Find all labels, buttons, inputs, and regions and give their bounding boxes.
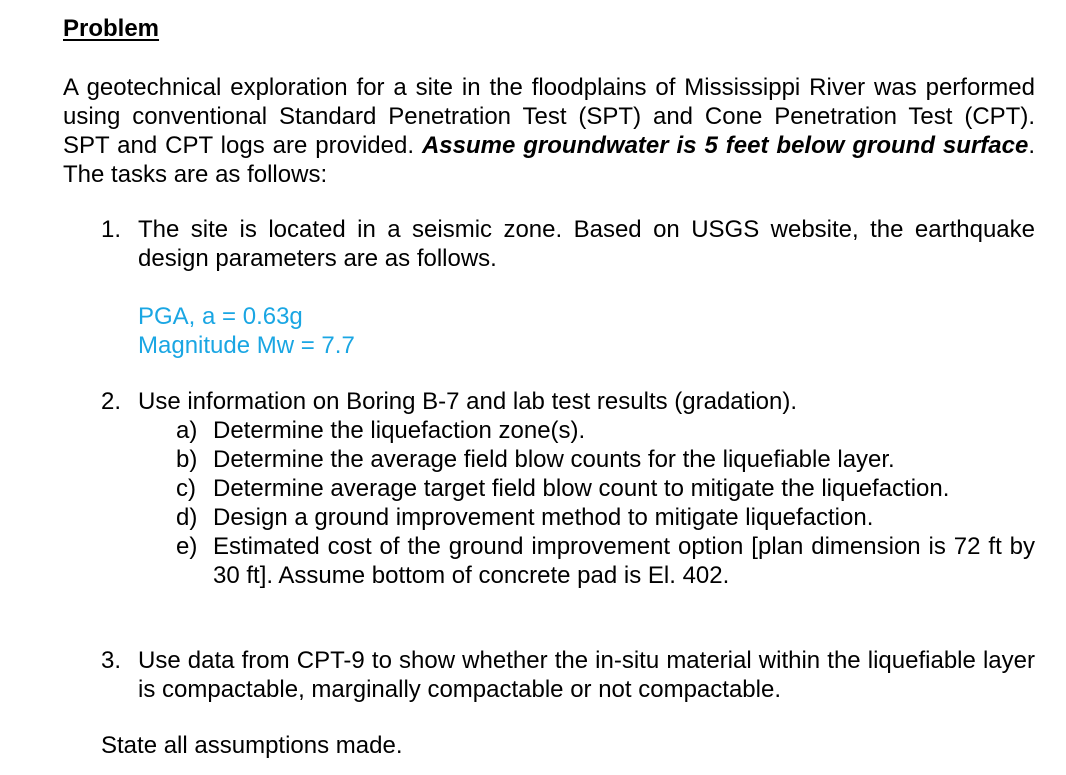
- pga-parameter: PGA, a = 0.63g: [138, 303, 303, 330]
- subtask-letter: d): [176, 504, 198, 531]
- subtask-text: Determine the average field blow counts for the liquefiable layer.: [213, 446, 895, 473]
- subtask-text: Estimated cost of the ground improvement option [plan dimension is 72 ft by 30 ft]. Assume bottom of concrete pad is El. 402.: [213, 533, 1035, 589]
- subtask-a: [176, 416, 1035, 445]
- task-text: Use information on Boring B-7 and lab test results (gradation).: [138, 388, 798, 415]
- task-number: 3.: [101, 647, 122, 674]
- subtask-text: Determine the liquefaction zone(s).: [213, 417, 586, 444]
- subtask-b: [176, 445, 1035, 474]
- subtask-c: [176, 474, 1035, 503]
- subtask-letter: c): [176, 475, 196, 502]
- task-number: 2.: [101, 388, 122, 415]
- task-text: Use data from CPT-9 to show whether the in-situ material within the liquefiable layer is compactable, marginally compactable or not compactable.: [138, 647, 1035, 703]
- subtask-text: Design a ground improvement method to mitigate liquefaction.: [213, 504, 874, 531]
- closing-instruction: State all assumptions made.: [101, 732, 403, 759]
- subtask-letter: e): [176, 533, 198, 560]
- subtask-e: [176, 532, 1035, 590]
- intro-text-part2: . The tasks are as follows:: [63, 132, 1035, 188]
- magnitude-parameter: Magnitude Mw = 7.7: [138, 332, 355, 359]
- subtask-letter: b): [176, 446, 198, 473]
- subtask-letter: a): [176, 417, 198, 444]
- design-parameters: [138, 302, 355, 360]
- subtask-d: [176, 503, 1035, 532]
- task-number: 1.: [101, 216, 122, 243]
- subtask-text: Determine average target field blow count to mitigate the liquefaction.: [213, 475, 950, 502]
- task-text: The site is located in a seismic zone. Based on USGS website, the earthquake design parameters are as follows.: [138, 216, 1035, 272]
- intro-text-part1: A geotechnical exploration for a site in the floodplains of Mississippi River was performed using conventional Standard Penetration Test (SPT) and Cone Penetration Test (CPT). SPT and CPT logs are provided.: [63, 74, 1035, 159]
- problem-heading: Problem: [63, 15, 160, 42]
- groundwater-assumption: Assume groundwater is 5 feet below ground surface: [421, 132, 1029, 159]
- intro-paragraph: [63, 73, 1035, 189]
- task-2-subtasks: [176, 416, 1035, 590]
